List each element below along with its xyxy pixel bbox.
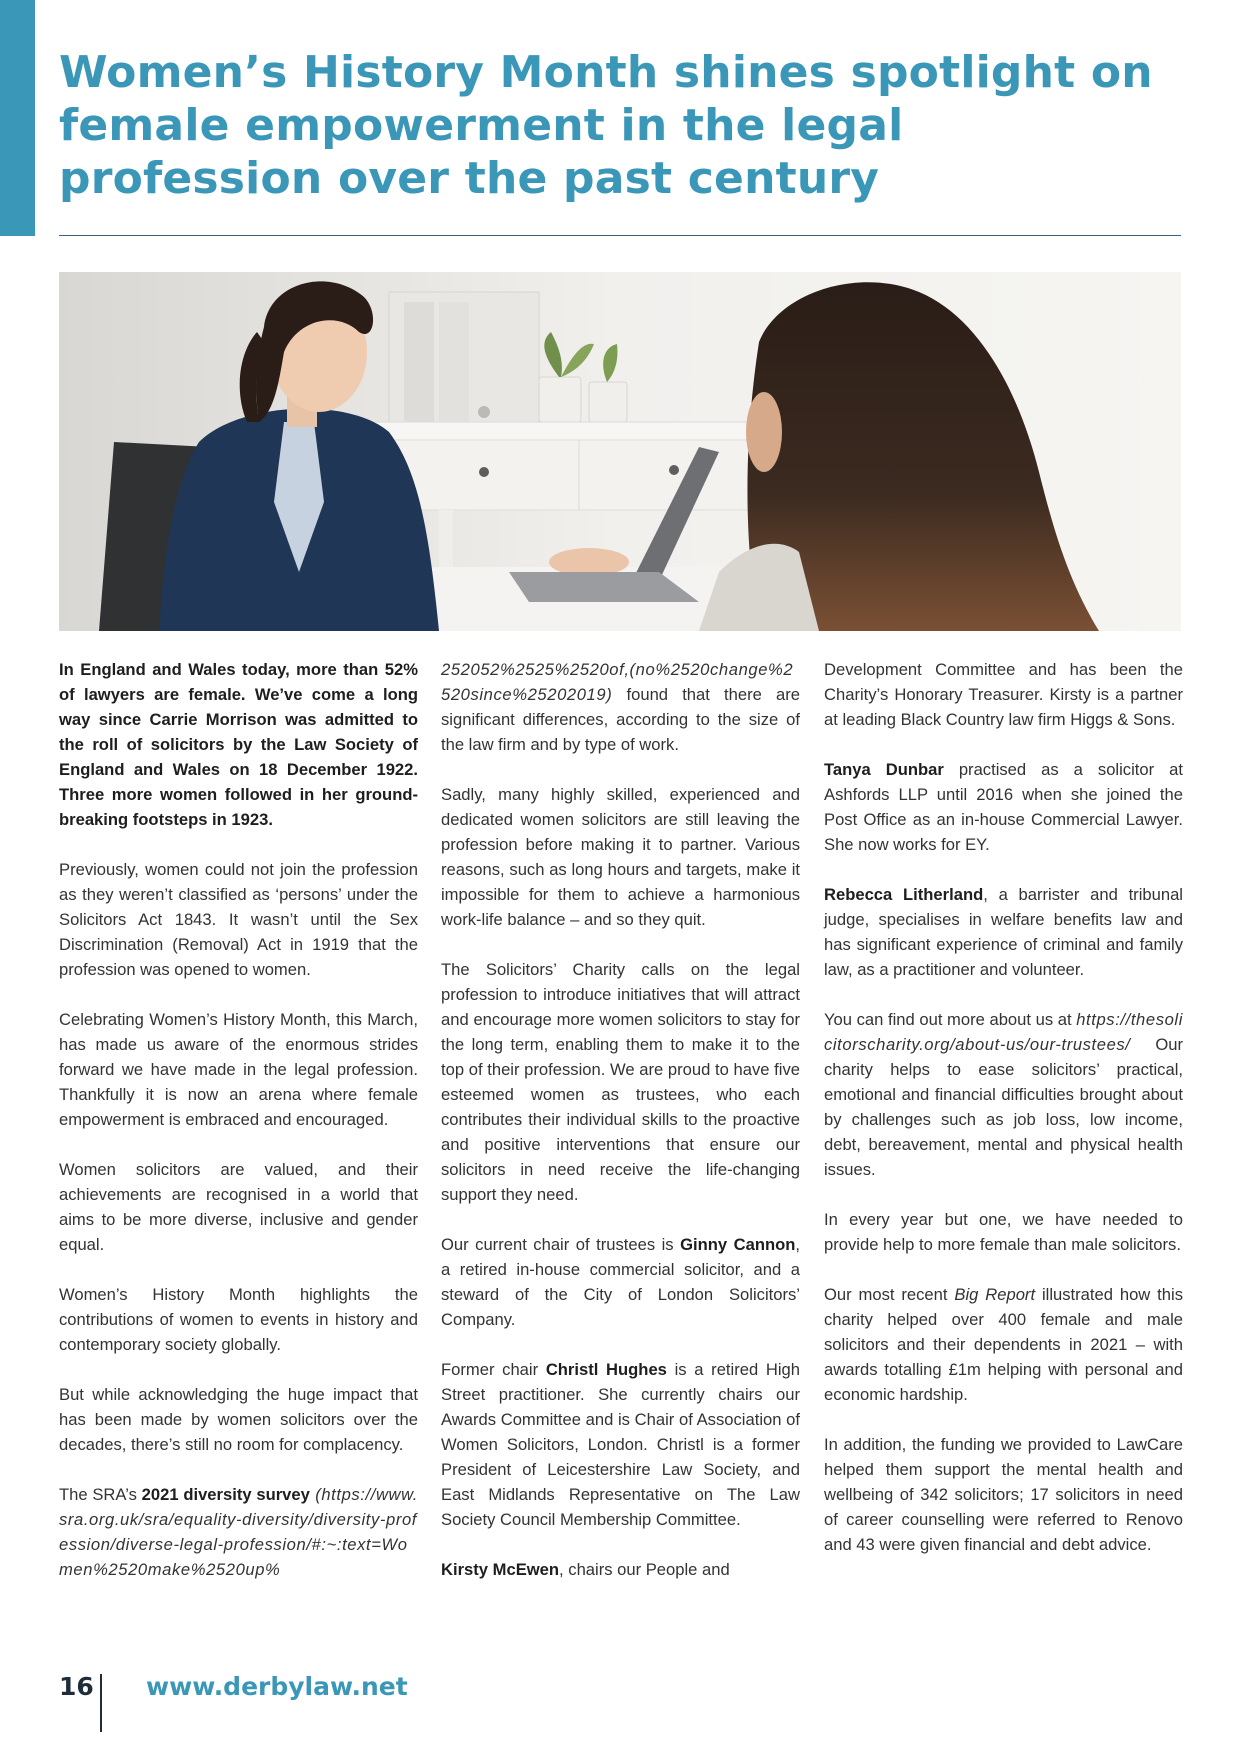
- paragraph: Development Committee and has been the Charity’s Honorary Treasurer. Kirsty is a partner at leading Black Country law firm Higgs & Sons.: [824, 660, 1183, 729]
- text: Former chair: [441, 1360, 546, 1379]
- paragraph: [824, 757, 1183, 857]
- paragraph: Sadly, many highly skilled, experienced and dedicated women solicitors are still leaving the profession before making it to partner. Various reasons, such as long hours and targets, make it impossible for them to achieve a harmonious work-life balance – and so they quit.: [441, 785, 800, 929]
- paragraph: But while acknowledging the huge impact that has been made by women solicitors over the decades, there’s still no room for complacency.: [59, 1385, 418, 1454]
- text: You can find out more about us at: [824, 1010, 1077, 1029]
- text: Our charity helps to ease solicitors’ practical, emotional and financial difficulties brought about by challenges such as job loss, low income, debt, bereavement, mental and physical health issues.: [824, 1035, 1183, 1179]
- paragraph: [59, 1482, 418, 1582]
- paragraph: [441, 1557, 800, 1582]
- text: The SRA’s: [59, 1485, 142, 1504]
- paragraph: Women’s History Month highlights the contributions of women to events in history and contemporary society globally.: [59, 1285, 418, 1354]
- lead-paragraph: In England and Wales today, more than 52% of lawyers are female. We’ve come a long way since Carrie Morrison was admitted to the roll of solicitors by the Law Society of England and Wales on 18 December 1922. Three more women followed in her ground-breaking footsteps in 1923.: [59, 660, 418, 829]
- survey-url[interactable]: (https://www.sra.org.uk/sra/equality-diversity/diversity-profession/diverse-legal-profession/#:~:text=Women%2520make%2520up%: [59, 1485, 418, 1579]
- paragraph: [441, 657, 800, 757]
- survey-url-continued[interactable]: 252052%2525%2520of,(no%2520change%2520since%25202019): [441, 660, 794, 704]
- paragraph: Celebrating Women’s History Month, this March, has made us aware of the enormous strides forward we have made in the legal profession. Thankfully it is now an arena where female empowerment is embraced and encouraged.: [59, 1010, 418, 1129]
- paragraph: [824, 1007, 1183, 1182]
- column-3: [824, 657, 1183, 1582]
- website-link[interactable]: www.derbylaw.net: [146, 1672, 408, 1701]
- paragraph: The Solicitors’ Charity calls on the legal profession to introduce initiatives that will attract and encourage more women solicitors to stay for the long term, enabling them to make it to the top of their profession. We are proud to have five esteemed women as trustees, who each contributes their individual skills to the proactive and positive interventions that ensure our solicitors in need receive the life-changing support they need.: [441, 960, 800, 1204]
- title-rule: [59, 235, 1181, 236]
- text: , a retired in-house commercial solicitor, and a steward of the City of London Solicitors’ Company.: [441, 1235, 800, 1329]
- text: , a barrister and tribunal judge, specialises in welfare benefits law and has significant experience of criminal and family law, as a practitioner and volunteer.: [824, 885, 1183, 979]
- accent-bar: [0, 0, 35, 236]
- paragraph: In addition, the funding we provided to LawCare helped them support the mental health and wellbeing of 342 solicitors; 17 solicitors in need of career counselling were referred to Renovo and 43 were given financial and debt advice.: [824, 1435, 1183, 1554]
- paragraph: [824, 1282, 1183, 1407]
- footer-divider: [100, 1674, 102, 1732]
- headline: Women’s History Month shines spotlight on female empowerment in the legal profession over the past century: [59, 47, 1153, 204]
- survey-name: 2021 diversity survey: [141, 1485, 310, 1504]
- text: is a retired High Street practitioner. She currently chairs our Awards Committee and is Chair of Association of Women Solicitors, London. Christl is a former President of Leicestershire Law Society, and East Midlands Representative on The Law Society Council Membership Committee.: [441, 1360, 801, 1529]
- page-number: 16: [59, 1672, 94, 1701]
- text: , chairs our People and: [559, 1560, 730, 1579]
- paragraph: Women solicitors are valued, and their achievements are recognised in a world that aims to be more diverse, inclusive and gender equal.: [59, 1160, 418, 1254]
- paragraph: [441, 1232, 800, 1332]
- paragraph: [441, 1357, 800, 1532]
- paragraph: In every year but one, we have needed to provide help to more female than male solicitors.: [824, 1210, 1183, 1254]
- report-title: Big Report: [954, 1285, 1036, 1304]
- trustee-name: Christl Hughes: [545, 1360, 667, 1379]
- text: illustrated how this charity helped over 400 female and male solicitors and their dependents in 2021 – with awards totalling £1m helping with personal and economic hardship.: [824, 1285, 1183, 1404]
- article-photo: [59, 272, 1181, 631]
- paragraph: [824, 882, 1183, 982]
- text: Our current chair of trustees is: [441, 1235, 681, 1254]
- paragraph: Previously, women could not join the profession as they weren’t classified as ‘persons’ under the Solicitors Act 1843. It wasn’t until the Sex Discrimination (Removal) Act in 1919 that the profession was opened to women.: [59, 860, 418, 979]
- trustee-name: Ginny Cannon: [680, 1235, 796, 1254]
- text: found that there are significant differences, according to the size of the law firm and by type of work.: [441, 685, 800, 754]
- column-1: [59, 657, 418, 1607]
- text: practised as a solicitor at Ashfords LLP until 2016 when she joined the Post Office as an in-house Commercial Lawyer. She now works for EY.: [824, 760, 1183, 854]
- trustee-name: Tanya Dunbar: [824, 760, 944, 779]
- text: Our most recent: [824, 1285, 955, 1304]
- trustee-name: Kirsty McEwen: [441, 1560, 560, 1579]
- trustees-url[interactable]: https://thesolicitorscharity.org/about-us/our-trustees/: [824, 1010, 1183, 1054]
- column-2: [441, 657, 800, 1607]
- trustee-name: Rebecca Litherland: [824, 885, 984, 904]
